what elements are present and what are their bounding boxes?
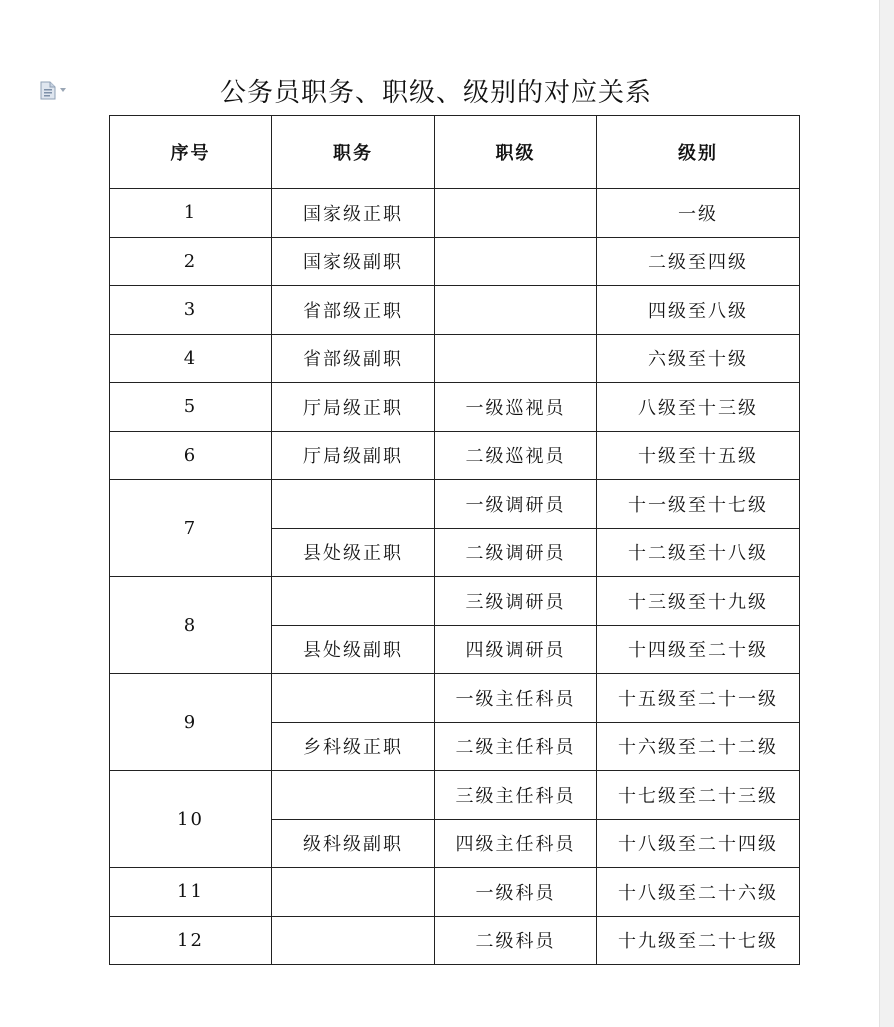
level-cell: 十八级至二十六级 [597,868,800,917]
rank-table [109,115,800,965]
level-cell: 十七级至二十三级 [597,771,800,820]
rank-cell: 三级主任科员 [435,771,597,820]
seq-cell: 10 [110,771,272,868]
table-row [110,286,800,335]
header-seq: 序号 [110,116,272,189]
duty-cell: 县处级正职 [272,528,435,577]
rank-cell [435,286,597,335]
duty-cell: 国家级正职 [272,189,435,238]
table-row [110,674,800,723]
table-row [110,868,800,917]
seq-cell: 7 [110,480,272,577]
duty-cell [272,916,435,965]
rank-cell: 二级调研员 [435,528,597,577]
seq-cell: 2 [110,237,272,286]
rank-cell: 一级巡视员 [435,383,597,432]
seq-cell: 3 [110,286,272,335]
level-cell: 六级至十级 [597,334,800,383]
table-row [110,431,800,480]
duty-cell [272,480,435,529]
table-row [110,916,800,965]
level-cell: 十八级至二十四级 [597,819,800,868]
rank-cell [435,334,597,383]
table-row [110,237,800,286]
duty-cell [272,674,435,723]
level-cell: 四级至八级 [597,286,800,335]
seq-cell: 5 [110,383,272,432]
duty-cell: 县处级副职 [272,625,435,674]
duty-cell: 厅局级副职 [272,431,435,480]
level-cell: 十九级至二十七级 [597,916,800,965]
level-cell: 十三级至十九级 [597,577,800,626]
table-row [110,334,800,383]
table-row [110,383,800,432]
seq-cell: 9 [110,674,272,771]
rank-cell: 二级科员 [435,916,597,965]
rank-cell: 四级调研员 [435,625,597,674]
rank-cell: 四级主任科员 [435,819,597,868]
rank-cell: 三级调研员 [435,577,597,626]
rank-cell: 一级主任科员 [435,674,597,723]
duty-cell: 国家级副职 [272,237,435,286]
seq-cell: 11 [110,868,272,917]
rank-cell: 二级主任科员 [435,722,597,771]
level-cell: 八级至十三级 [597,383,800,432]
rank-cell: 二级巡视员 [435,431,597,480]
level-cell: 十一级至十七级 [597,480,800,529]
rank-cell: 一级调研员 [435,480,597,529]
table-header-row [110,116,800,189]
level-cell: 二级至四级 [597,237,800,286]
table-row [110,771,800,820]
seq-cell: 8 [110,577,272,674]
vertical-scrollbar[interactable] [879,0,894,1027]
header-level: 级别 [597,116,800,189]
duty-cell: 省部级副职 [272,334,435,383]
header-duty: 职务 [272,116,435,189]
seq-cell: 1 [110,189,272,238]
rank-cell: 一级科员 [435,868,597,917]
seq-cell: 6 [110,431,272,480]
level-cell: 十六级至二十二级 [597,722,800,771]
level-cell: 一级 [597,189,800,238]
duty-cell [272,868,435,917]
level-cell: 十级至十五级 [597,431,800,480]
level-cell: 十五级至二十一级 [597,674,800,723]
rank-cell [435,189,597,238]
level-cell: 十二级至十八级 [597,528,800,577]
table-row [110,189,800,238]
table-row [110,480,800,529]
seq-cell: 12 [110,916,272,965]
duty-cell: 级科级副职 [272,819,435,868]
duty-cell: 乡科级正职 [272,722,435,771]
table-row [110,577,800,626]
page-title: 公务员职务、职级、级别的对应关系 [219,78,652,108]
rank-cell [435,237,597,286]
duty-cell [272,771,435,820]
seq-cell: 4 [110,334,272,383]
duty-cell: 厅局级正职 [272,383,435,432]
level-cell: 十四级至二十级 [597,625,800,674]
duty-cell: 省部级正职 [272,286,435,335]
duty-cell [272,577,435,626]
header-rank: 职级 [435,116,597,189]
